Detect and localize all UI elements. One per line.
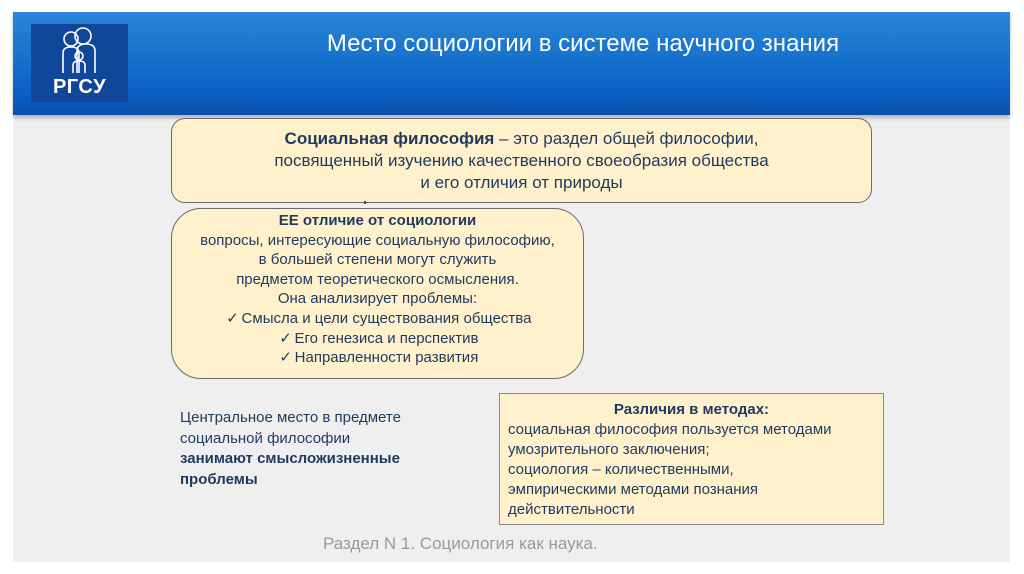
definition-line-1: Социальная философия – это раздел общей философии, (284, 129, 759, 148)
family-figures-icon (53, 27, 107, 77)
university-logo (31, 24, 128, 102)
definition-line-3: и его отличия от природы (420, 173, 623, 192)
checklist-item: ✓ Смысла и цели существования общества (172, 309, 583, 329)
central-place-text: Центральное место в предмете социальной философии занимают смысложизненные проблемы (180, 409, 401, 488)
connector-mark (364, 201, 366, 204)
methods-line: социальная философия пользуется методами (508, 421, 832, 438)
difference-heading: ЕЕ отличие от социологии (278, 212, 477, 229)
slide-title: Место социологии в системе научного знания (326, 30, 840, 57)
difference-line: вопросы, интересующие социальную философию, (200, 231, 555, 249)
checklist-item: ✓ Направленности развития (172, 348, 583, 368)
difference-line: предметом теоретического осмысления. (236, 270, 519, 288)
methods-line: умозрительного заключения; (508, 441, 710, 458)
slide (13, 12, 1010, 562)
difference-line: Она анализирует проблемы: (277, 290, 478, 308)
definition-box (171, 118, 872, 203)
slide-header (13, 12, 1010, 115)
methods-line: действительности (508, 501, 635, 518)
checklist-item: ✓ Его генезиса и перспектив (172, 329, 583, 349)
methods-heading: Различия в методах: (613, 401, 770, 418)
logo-text: РГСУ (52, 76, 107, 98)
checkmark-icon: ✓ (279, 329, 292, 347)
difference-box (171, 208, 584, 379)
methods-line: эмпирическими методами познания (508, 481, 759, 498)
checkmark-icon: ✓ (226, 309, 239, 327)
methods-box (499, 393, 884, 525)
slide-footer: Раздел N 1. Социология как наука. (323, 534, 598, 553)
definition-line-2: посвященный изучению качественного своеобразия общества (274, 151, 769, 170)
methods-line: социология – количественными, (508, 461, 734, 478)
difference-line: в большей степени могут служить (258, 251, 497, 269)
definition-term: Социальная философия (284, 129, 495, 148)
checkmark-icon: ✓ (279, 349, 292, 367)
